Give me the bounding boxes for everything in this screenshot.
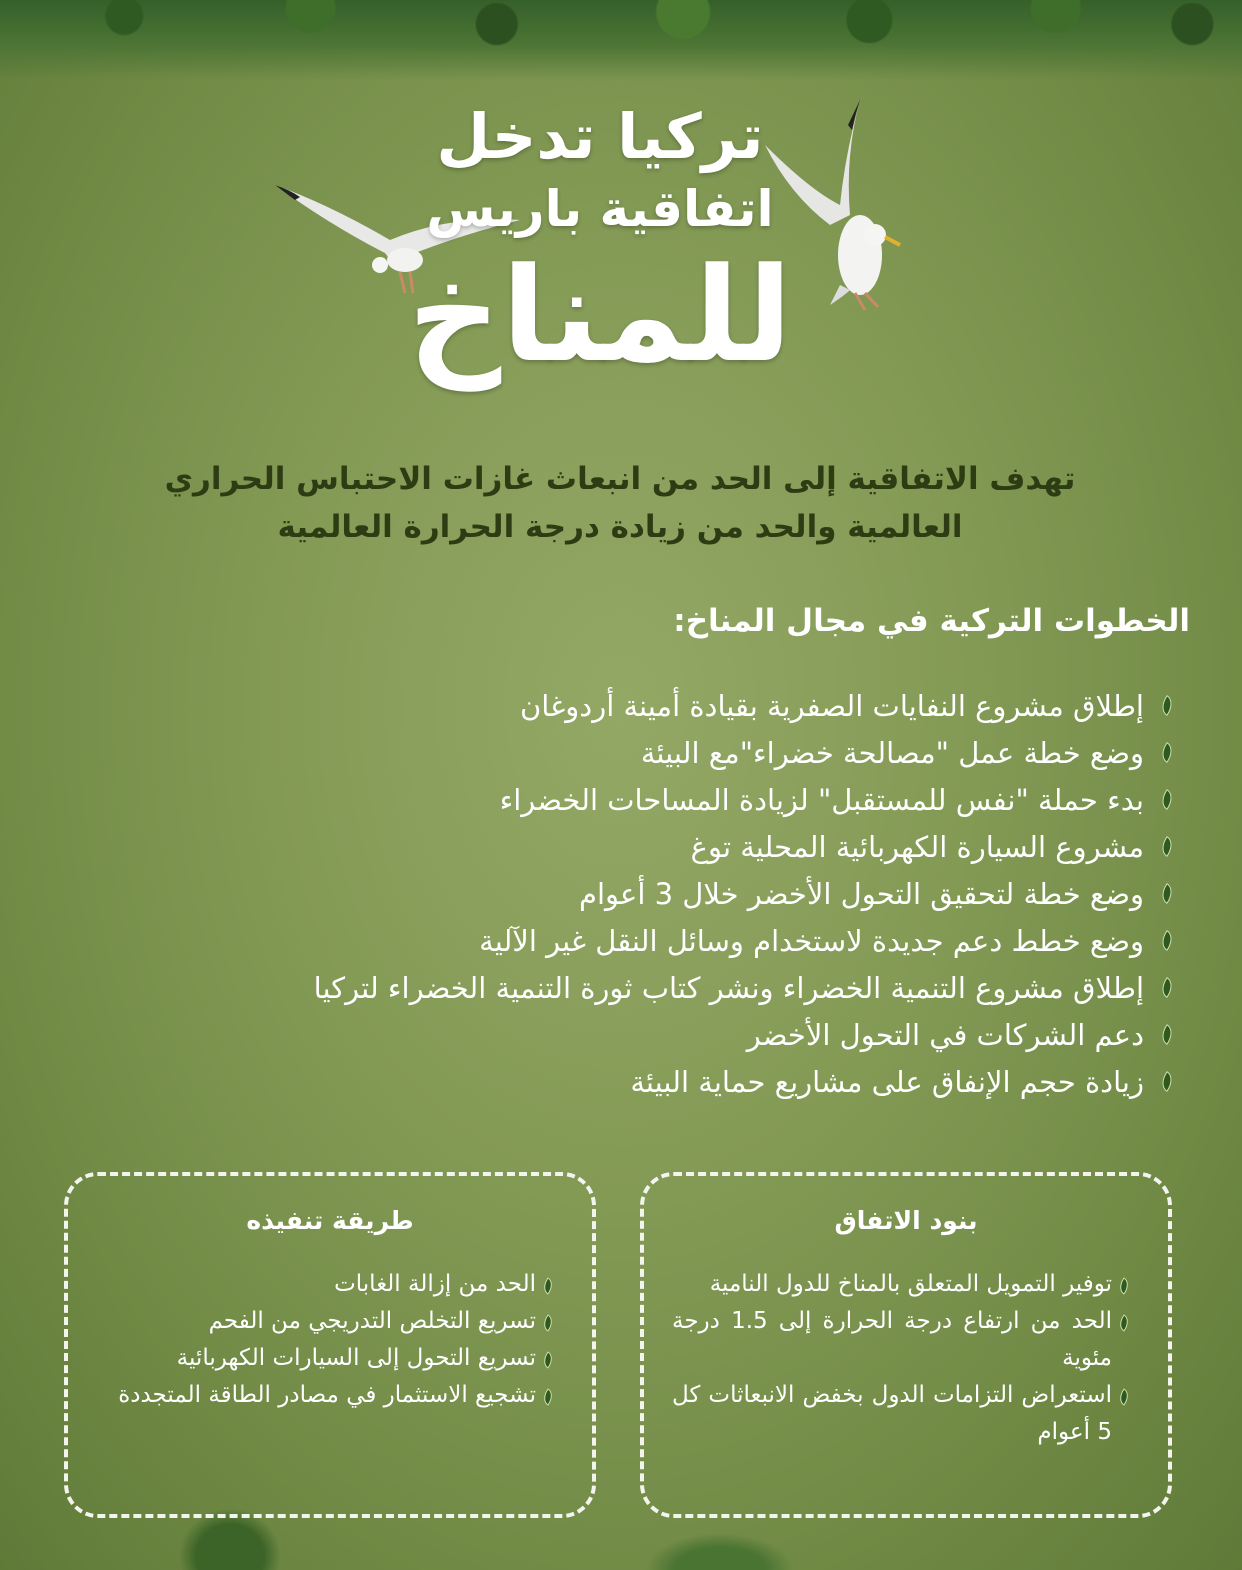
list-item	[314, 870, 1172, 917]
item-text: تشجيع الاستثمار في مصادر الطاقة المتجددة	[118, 1382, 536, 1408]
leaf-icon	[1159, 790, 1176, 808]
item-text: الحد من ارتفاع درجة الحرارة إلى 1.5 درجة مئوية	[672, 1308, 1112, 1371]
leaf-icon	[1117, 1316, 1130, 1330]
tree-decoration	[640, 1530, 800, 1570]
item-text: تسريع التحول إلى السيارات الكهربائية	[176, 1345, 536, 1371]
item-text: إطلاق مشروع التنمية الخضراء ونشر كتاب ثورة التنمية الخضراء لتركيا	[313, 970, 1144, 1005]
list-item	[96, 1303, 552, 1340]
agreement-title: بنود الاتفاق	[834, 1206, 978, 1235]
item-text: إطلاق مشروع النفايات الصفرية بقيادة أمينة أردوغان	[519, 688, 1144, 723]
list-item	[314, 1011, 1172, 1058]
leaf-icon	[541, 1353, 554, 1367]
list-item	[314, 682, 1172, 729]
item-text: تسريع التخلص التدريجي من الفحم	[208, 1308, 536, 1334]
leaf-icon	[1117, 1279, 1130, 1293]
item-text: استعراض التزامات الدول بخفض الانبعاثات كل 5 أعوام	[672, 1382, 1112, 1445]
title-line-2: اتفاقية باريس	[426, 180, 774, 238]
leaf-icon	[1159, 837, 1176, 855]
list-item	[672, 1266, 1128, 1303]
list-item	[96, 1377, 552, 1414]
leaf-icon	[1159, 1025, 1176, 1043]
leaf-icon	[1159, 696, 1176, 714]
steps-heading: الخطوات التركية في مجال المناخ:	[673, 603, 1190, 639]
item-text: مشروع السيارة الكهربائية المحلية توغ	[690, 829, 1144, 864]
item-text: الحد من إزالة الغابات	[334, 1271, 536, 1297]
title-line-3: للمناخ	[407, 239, 793, 391]
item-text: وضع خطة لتحقيق التحول الأخضر خلال 3 أعوام	[579, 876, 1144, 911]
item-text: وضع خطة عمل "مصالحة خضراء"مع البيئة	[640, 735, 1144, 770]
item-text: دعم الشركات في التحول الأخضر	[746, 1017, 1144, 1052]
intro-text: تهدف الاتفاقية إلى الحد من انبعاث غازات الاحتباس الحراري العالمية والحد من زيادة درجة الحرارة العالمية	[164, 461, 1076, 545]
list-item	[314, 776, 1172, 823]
implementation-title: طريقة تنفيذه	[246, 1206, 414, 1235]
item-text: وضع خطط دعم جديدة لاستخدام وسائل النقل غير الآلية	[479, 923, 1144, 958]
implementation-box	[64, 1172, 596, 1518]
list-item	[96, 1266, 552, 1303]
foliage-top-decoration	[0, 0, 1242, 80]
title-line-1: تركيا تدخل	[436, 100, 764, 173]
list-item	[314, 823, 1172, 870]
list-item	[314, 729, 1172, 776]
item-text: بدء حملة "نفس للمستقبل" لزيادة المساحات الخضراء	[499, 782, 1144, 817]
leaf-icon	[1159, 884, 1176, 902]
item-text: توفير التمويل المتعلق بالمناخ للدول النامية	[709, 1271, 1112, 1297]
agreement-box	[640, 1172, 1172, 1518]
item-text: زيادة حجم الإنفاق على مشاريع حماية البيئة	[630, 1064, 1144, 1099]
leaf-icon	[541, 1316, 554, 1330]
steps-list	[314, 682, 1172, 1105]
list-item	[314, 1058, 1172, 1105]
leaf-icon	[1117, 1390, 1130, 1404]
list-item	[672, 1377, 1128, 1451]
leaf-icon	[541, 1390, 554, 1404]
leaf-icon	[1159, 978, 1176, 996]
leaf-icon	[1159, 1072, 1176, 1090]
list-item	[672, 1303, 1128, 1377]
leaf-icon	[1159, 743, 1176, 761]
list-item	[314, 917, 1172, 964]
leaf-icon	[541, 1279, 554, 1293]
list-item	[314, 964, 1172, 1011]
list-item	[96, 1340, 552, 1377]
leaf-icon	[1159, 931, 1176, 949]
